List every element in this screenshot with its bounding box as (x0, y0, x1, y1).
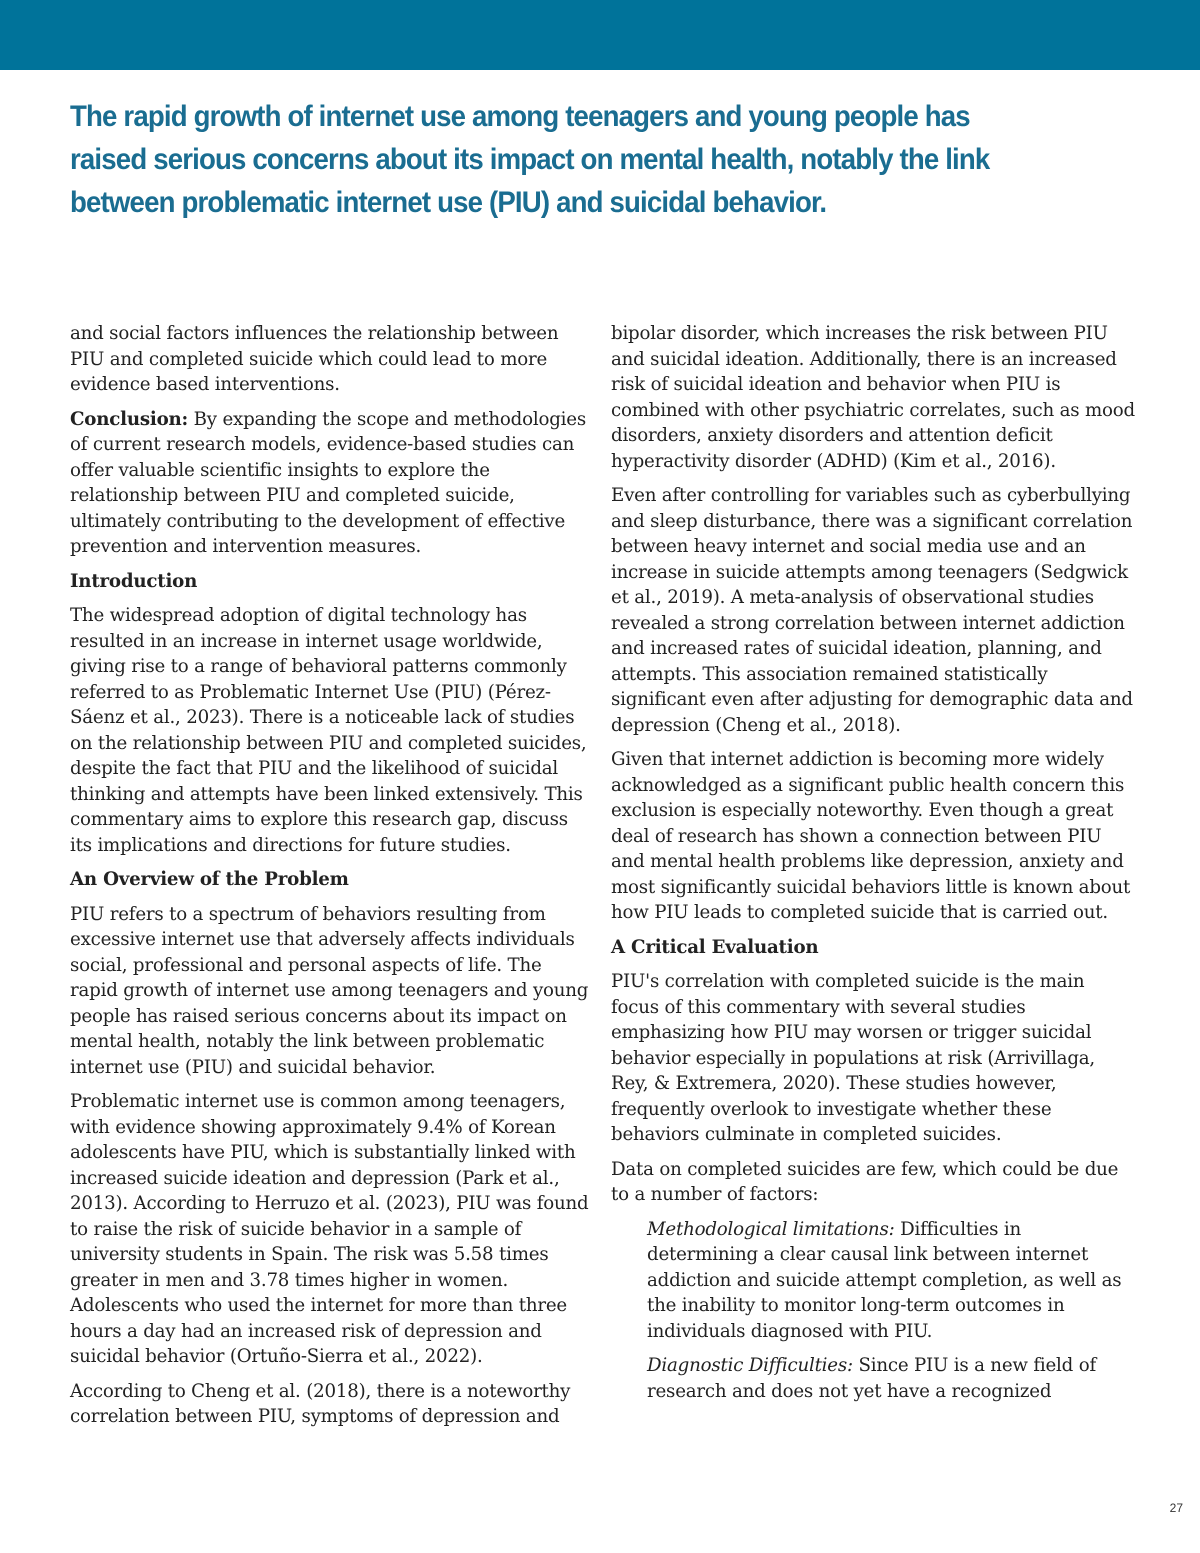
paragraph: and social factors influences the relationship between PIU and completed suicide which could lead to more evidence based interventions. (70, 323, 559, 395)
conclusion-text: By expanding the scope and methodologies of current research models, evidence-based studies can offer valuable scientific insights to explore the relationship between PIU and completed suicide, ultimately contributing to the development of effective prevention and intervention measures. (70, 408, 586, 557)
list-item-diagnostic (647, 1353, 1136, 1404)
left-column (70, 321, 590, 1439)
diagnostic-label: Diagnostic Difficulties: (647, 1355, 853, 1376)
section-heading-overview: An Overview of the Problem (70, 869, 349, 890)
methodological-label: Methodological limitations: (647, 1218, 895, 1240)
paragraph: Problematic internet use is common among teenagers, with evidence showing approximately 9.4% of Korean adolescents have PIU, which is substantially linked with increased suicide ideation and depression (Park et al., 2013). According to Herruzo et al. (2023), PIU was found to raise the risk of suicide behavior in a sample of university students in Spain. The risk was 5.58 times greater in men and 3.78 times higher in women. Adolescents who used the internet for more than three hours a day had an increased risk of depression and suicidal behavior (Ortuño-Sierra et al., 2022). (70, 1091, 589, 1367)
section-heading-introduction: Introduction (70, 570, 198, 592)
header-band (0, 0, 1200, 70)
diagnostic-text: Since PIU is a new field of research and does not yet have a recognized (647, 1355, 1096, 1402)
right-column (611, 321, 1136, 1413)
list-item-methodological (647, 1217, 1136, 1345)
paragraph: bipolar disorder, which increases the risk between PIU and suicidal ideation. Additionally, there is an increased risk of suicidal ideation and behavior when PIU is combined with other psychiatric correlates, such as mood disorders, anxiety disorders and attention deficit hyperactivity disorder (ADHD) (Kim et al., 2016). (611, 323, 1135, 472)
paragraph: According to Cheng et al. (2018), there is a noteworthy correlation between PIU, symptoms of depression and (70, 1380, 571, 1427)
conclusion-paragraph (70, 407, 590, 560)
paragraph: Given that internet addiction is becoming more widely acknowledged as a significant public health concern this exclusion is especially noteworthy. Even though a great deal of research has shown a connection between PIU and mental health problems like depression, anxiety and most significantly suicidal behaviors little is known about how PIU leads to completed suicide that is carried out. (611, 749, 1131, 923)
pull-quote: The rapid growth of internet use among teenagers and young people has raised serious concerns about its impact on mental health, notably the link between problematic internet use (PIU) and suicidal behavior. (70, 100, 990, 219)
paragraph: Data on completed suicides are few, which could be due to a number of factors: (611, 1158, 1119, 1205)
methodological-text: Difficulties in determining a clear causal link between internet addiction and suicide attempt completion, as well as the inability to monitor long-term outcomes in individuals diagnosed with PIU. (647, 1218, 1122, 1342)
conclusion-label: Conclusion: (70, 408, 189, 430)
paragraph: PIU's correlation with completed suicide is the main focus of this commentary with several studies emphasizing how PIU may worsen or trigger suicidal behavior especially in populations at risk (Arrivillaga, Rey, & Extremera, 2020). These studies however, frequently overlook to investigate whether these behaviors culminate in completed suicides. (611, 971, 1095, 1145)
paragraph: PIU refers to a spectrum of behaviors resulting from excessive internet use that adversely affects individuals social, professional and personal aspects of life. The rapid growth of internet use among teenagers and young people has raised serious concerns about its impact on mental health, notably the link between problematic internet use (PIU) and suicidal behavior. (70, 903, 589, 1078)
paragraph: The widespread adoption of digital technology has resulted in an increase in internet usage worldwide, giving rise to a range of behavioral patterns commonly referred to as Problematic Internet Use (PIU) (Pérez-Sáenz et al., 2023). There is a noticeable lack of studies on the relationship between PIU and completed suicides, despite the fact that PIU and the likelihood of suicidal thinking and attempts have been linked extensively. This commentary aims to explore this research gap, discuss its implications and directions for future studies. (70, 605, 587, 856)
section-heading-critical-evaluation: A Critical Evaluation (611, 936, 819, 958)
paragraph: Even after controlling for variables such as cyberbullying and sleep disturbance, there was a significant correlation between heavy internet and social media use and an increase in suicide attempts among teenagers (Sedgwick et al., 2019). A meta-analysis of observational studies revealed a strong correlation between internet addiction and increased rates of suicidal ideation, planning, and attempts. This association remained statistically significant even after adjusting for demographic data and depression (Cheng et al., 2018). (611, 485, 1133, 736)
page-number: 27 (1169, 1501, 1183, 1515)
